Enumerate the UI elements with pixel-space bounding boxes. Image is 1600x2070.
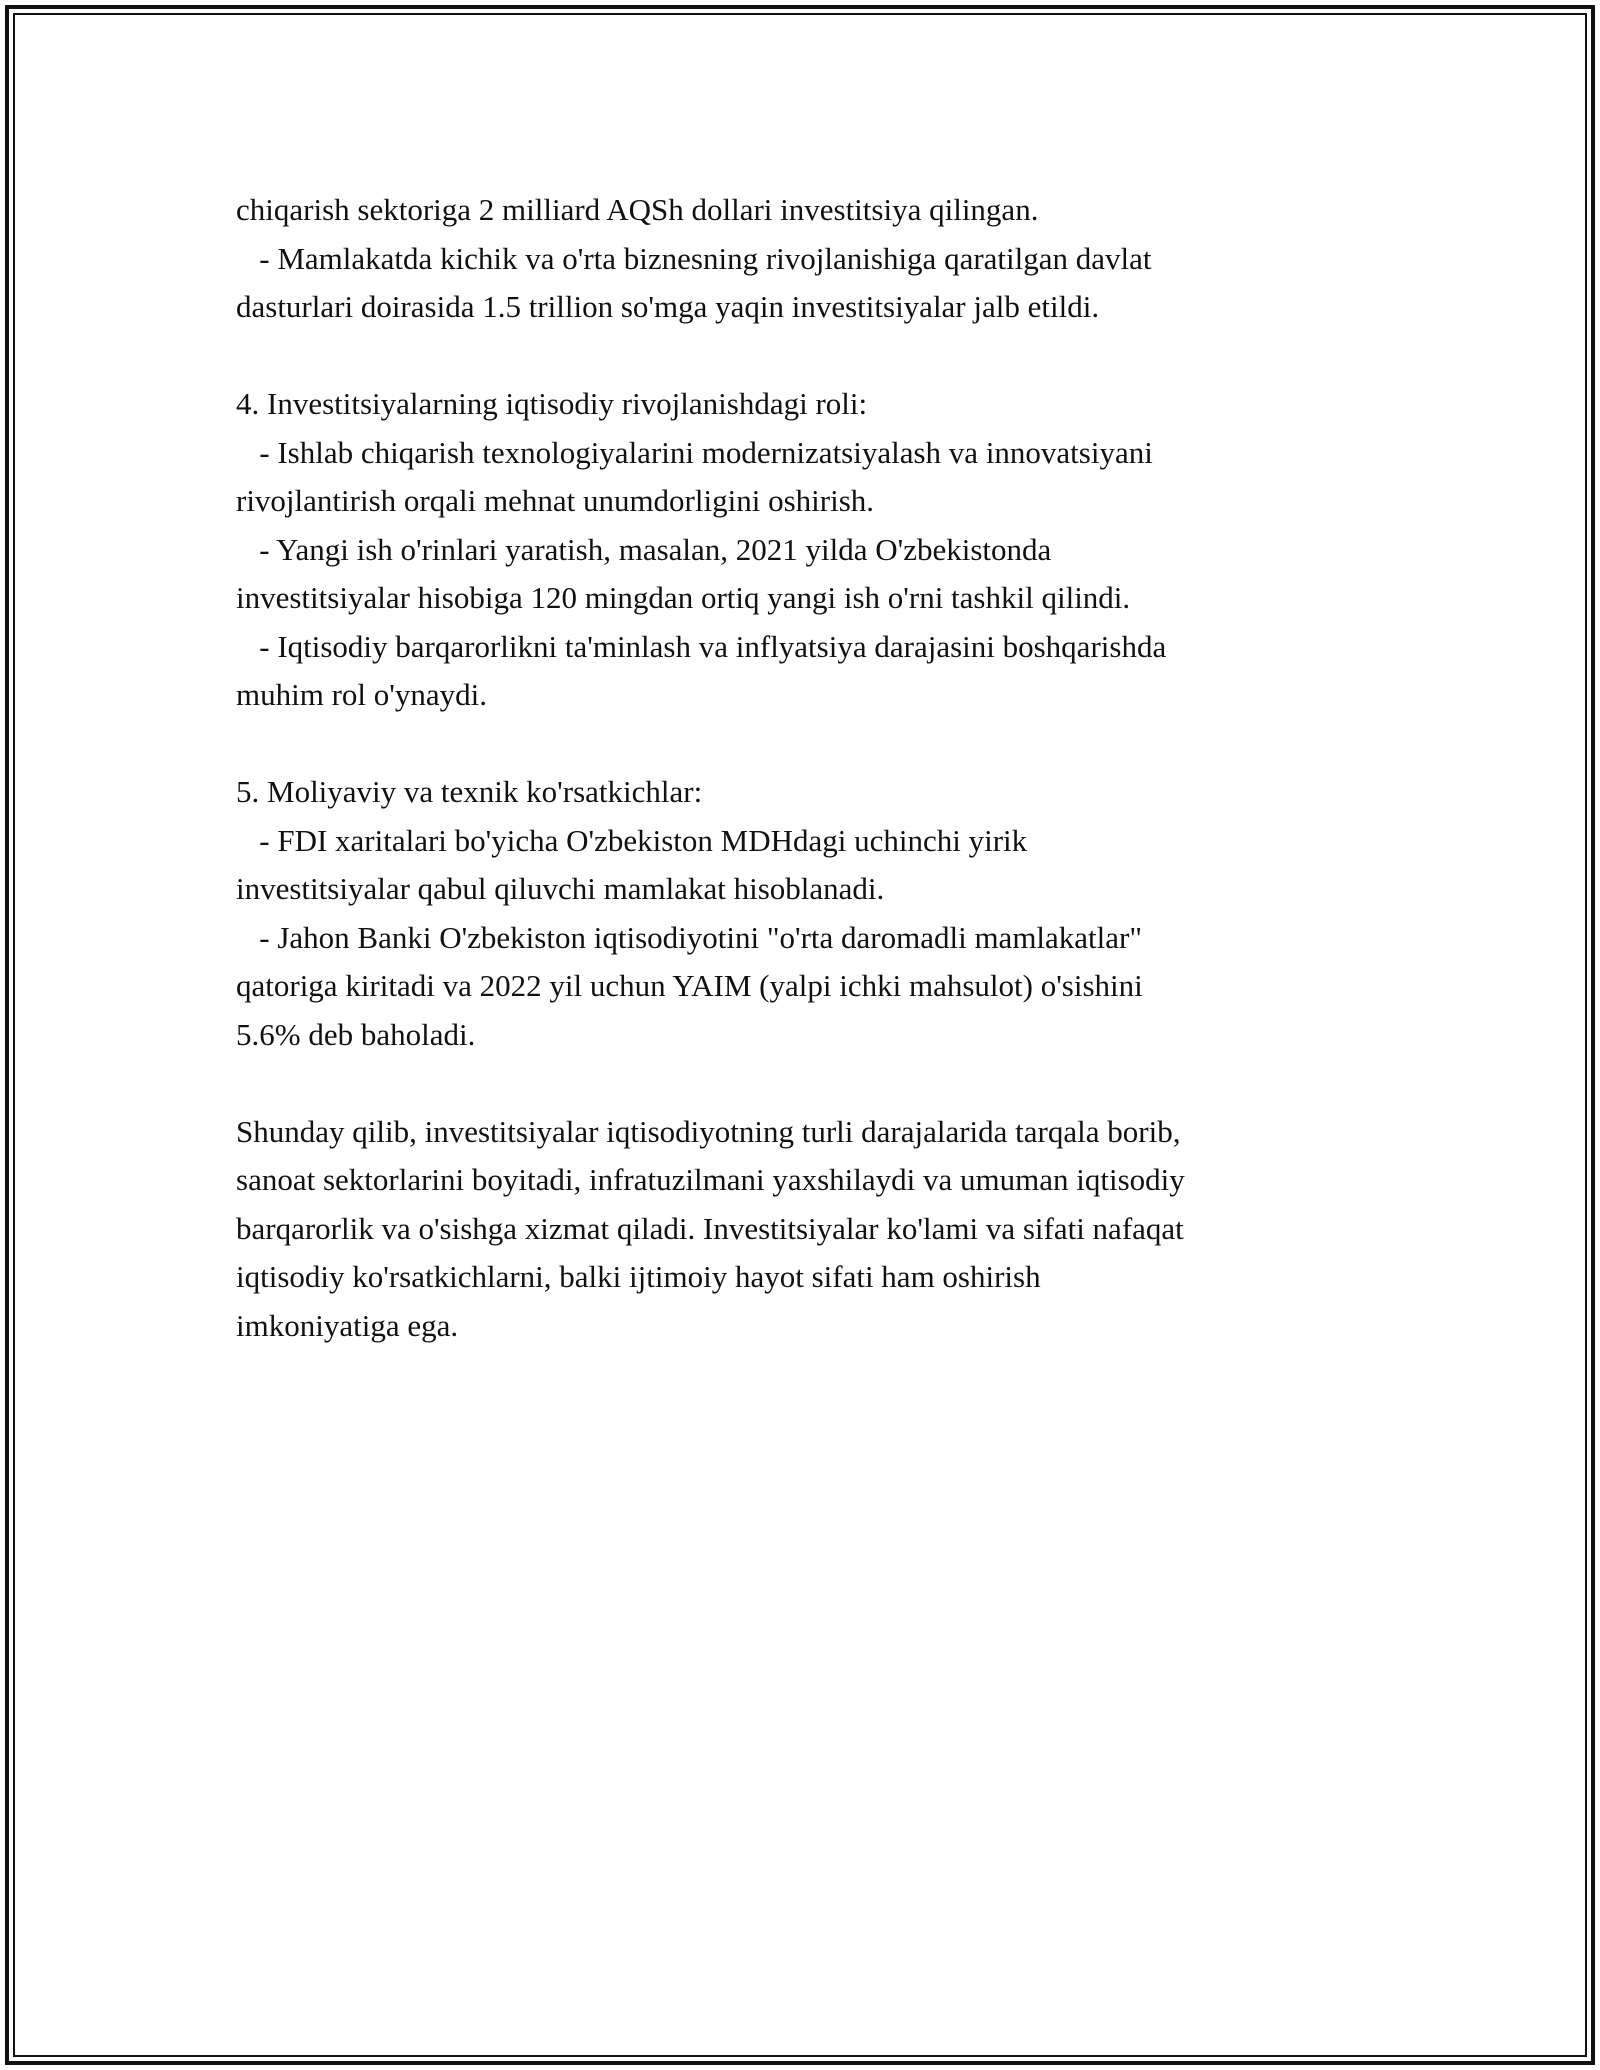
paragraph-spacer xyxy=(236,332,1386,381)
section-5 xyxy=(236,768,1386,1059)
section-3-continuation xyxy=(236,186,1386,332)
text-line: muhim rol o'ynaydi. xyxy=(236,677,487,712)
text-line: barqarorlik va o'sishga xizmat qiladi. Investitsiyalar ko'lami va sifati nafaqat xyxy=(236,1210,1184,1246)
text-line: investitsiyalar hisobiga 120 mingdan ortiq yangi ish o'rni tashkil qilindi. xyxy=(236,580,1131,615)
text-line: - Jahon Banki O'zbekiston iqtisodiyotini "o'rta daromadli mamlakatlar" xyxy=(236,919,1143,955)
text-line: iqtisodiy ko'rsatkichlarni, balki ijtimoiy hayot sifati ham oshirish xyxy=(236,1259,1041,1294)
text-line: chiqarish sektoriga 2 milliard AQSh dollari investitsiya qilingan. xyxy=(236,192,1039,227)
text-line: imkoniyatiga ega. xyxy=(236,1307,459,1343)
paragraph-spacer xyxy=(236,1059,1386,1108)
text-line: - Mamlakatda kichik va o'rta biznesning rivojlanishiga qaratilgan davlat xyxy=(236,240,1152,276)
text-line: qatoriga kiritadi va 2022 yil uchun YAIM (yalpi ichki mahsulot) o'sishini xyxy=(236,968,1143,1003)
text-line: - Ishlab chiqarish texnologiyalarini modernizatsiyalash va innovatsiyani xyxy=(236,434,1153,470)
document-body xyxy=(236,186,1386,1350)
conclusion-paragraph xyxy=(236,1108,1386,1351)
text-line: 5.6% deb baholadi. xyxy=(236,1016,476,1052)
text-line: investitsiyalar qabul qiluvchi mamlakat hisoblanadi. xyxy=(236,871,885,906)
section-heading: 5. Moliyaviy va texnik ko'rsatkichlar: xyxy=(236,774,703,809)
text-line: Shunday qilib, investitsiyalar iqtisodiyotning turli darajalarida tarqala borib, xyxy=(236,1113,1181,1149)
text-line: sanoat sektorlarini boyitadi, infratuzilmani yaxshilaydi va umuman iqtisodiy xyxy=(236,1162,1185,1197)
text-line: dasturlari doirasida 1.5 trillion so'mga yaqin investitsiyalar jalb etildi. xyxy=(236,289,1100,324)
section-4 xyxy=(236,380,1386,720)
text-line: rivojlantirish orqali mehnat unumdorligini oshirish. xyxy=(236,483,875,518)
paragraph-spacer xyxy=(236,720,1386,769)
text-line: - Yangi ish o'rinlari yaratish, masalan, 2021 yilda O'zbekistonda xyxy=(236,531,1052,567)
text-line: - Iqtisodiy barqarorlikni ta'minlash va inflyatsiya darajasini boshqarishda xyxy=(236,628,1167,664)
text-line: - FDI xaritalari bo'yicha O'zbekiston MDHdagi uchinchi yirik xyxy=(236,822,1028,858)
section-heading: 4. Investitsiyalarning iqtisodiy rivojlanishdagi roli: xyxy=(236,386,868,421)
